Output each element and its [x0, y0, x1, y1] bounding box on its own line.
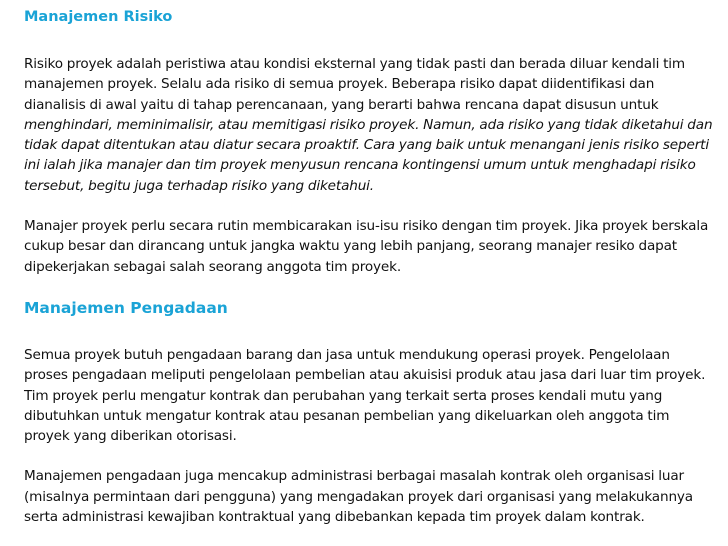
section-title-risk: Manajemen Risiko: [24, 9, 173, 25]
section-title-procurement: Manajemen Pengadaan: [24, 298, 228, 317]
risk-paragraph-2: Manajer proyek perlu secara rutin membicarakan isu-isu risiko dengan tim proyek. Jika proyek berskala cukup besar dan dirancang untuk jangka waktu yang lebih panjang, seorang manajer resiko dapat dipekerjakan sebagai salah seorang anggota tim proyek.: [24, 218, 709, 275]
procurement-paragraph-2: Manajemen pengadaan juga mencakup administrasi berbagai masalah kontrak oleh organisasi luar (misalnya permintaan dari pengguna) yang mengadakan proyek dari organisasi yang melakukannya serta administrasi kewajiban kontraktual yang dibebankan kepada tim proyek dalam kontrak.: [24, 468, 693, 526]
procurement-paragraph-1: Semua proyek butuh pengadaan barang dan jasa untuk mendukung operasi proyek. Pengelolaan proses pengadaan meliputi pengelolaan pembelian atau akuisisi produk atau jasa dari luar tim proyek. Tim proyek perlu mengatur kontrak dan perubahan yang terkait serta proses kendali mutu yang dibutuhkan untuk mengatur kontrak atau pesanan pembelian yang dikeluarkan oleh anggota tim proyek yang diberikan otorisasi.: [24, 346, 706, 445]
spacer: [24, 28, 714, 54]
risk-paragraph-1-normal: Risiko proyek adalah peristiwa atau kondisi eksternal yang tidak pasti dan berada diluar kendali tim manajemen proyek. Selalu ada risiko di semua proyek. Beberapa risiko dapat diidentifikasi dan dianalisis di awal yaitu di tahap perencanaan, yang berarti bahwa rencana dapat disusun untuk: [24, 56, 685, 113]
spacer: [24, 446, 714, 466]
spacer: [24, 277, 714, 297]
risk-paragraph-1-italic: menghindari, meminimalisir, atau memitigasi risiko proyek. Namun, ada risiko yang tidak diketahui dan tidak dapat ditentukan atau diatur secara proaktif. Cara yang baik untuk menangani jenis risiko seperti ini ialah jika manajer dan tim proyek menyusun rencana kontingensi umum untuk menghadapi risiko tersebut, begitu juga terhadap risiko yang diketahui.: [24, 116, 713, 194]
spacer: [24, 196, 714, 216]
risk-paragraph-1: [24, 54, 714, 196]
spacer: [24, 319, 714, 345]
document-page: [24, 6, 714, 527]
